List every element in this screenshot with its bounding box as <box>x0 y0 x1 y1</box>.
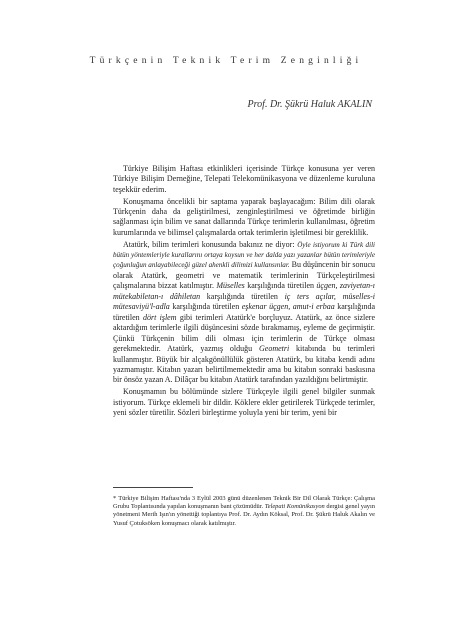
article-body <box>113 164 375 420</box>
p3-text-b: Bu düşüncenin bir sonucu olarak Atatürk, geometri ve matematik terimlerinin Türkçeleştirilmesi çalışmalarına bizzat katılmıştır. <box>113 260 375 291</box>
p3-text-a: Atatürk, bilim terimleri konusunda bakınız ne diyor: <box>123 239 295 249</box>
footnote-mark: * <box>113 495 117 502</box>
footnote-text-b: dergisi genel yayın yönetmeni Merih Işın'ın yönettiği toplantıya Prof. Dr. Aydın Köksal, Prof. Dr. Şükrü Haluk Akalın ve Yusuf Çotuksöken konuşmacı olarak katılmıştır. <box>113 503 375 527</box>
author-name: Prof. Dr. Şükrü Haluk AKALIN <box>247 99 372 110</box>
paragraph-1: Türkiye Bilişim Haftası etkinlikleri içerisinde Türkçe konusuna yer veren Türkiye Bilişim Derneğine, Telepati Telekomünikasyona ve düzenleme kuruluna teşekkür ederim. <box>113 164 375 194</box>
paragraph-3 <box>113 240 375 386</box>
article-title: Türkçenin Teknik Terim Zenginliği <box>89 56 363 66</box>
term-musselles: Müselles <box>216 281 245 291</box>
p3-text-d: karşılığında türetilen <box>206 291 278 301</box>
footnote-divider <box>113 487 193 488</box>
p3-text-c: karşılığında türetilen <box>247 281 315 291</box>
term-ucgen: üçgen, zaviyetan-ı mütekabiletan-ı dâhiletan <box>113 281 375 301</box>
paragraph-2: Konuşmama öncelikli bir saptama yaparak başlayacağım: Bilim dili olarak Türkçenin daha da geliştirilmesi, zenginleştirilmesi ve öğretimde birliğin sağlanması için bilim ve sanat dallarında Türkçe terimlerin kullanılması, öğretim kurumlarında ve bilimsel çalışmalarda ortak terimlerin işletilmesi bir gereklilik. <box>113 196 375 237</box>
footnote-text-a: Türkiye Bilişim Haftası'nda 3 Eylül 2003 günü düzenlenen Teknik Bir Dil Olarak Türkçe: Çalışma Grubu Toplantısında yapılan konuşmanın bant çözümüdür. <box>113 495 375 511</box>
ataturk-quote: Öyle istiyorum ki Türk dili bütün yöntemleriyle kurallarını ortaya koysun ve her dalda yazı yazanlar bütün terimleriyle çoğunluğun anlayabileceği güzel ahenkli dilimizi kullansınlar. <box>113 240 376 270</box>
term-geometri: Geometri <box>258 344 290 354</box>
footnote-magazine: Telepati Komünikasyon <box>264 503 325 511</box>
footnote <box>113 495 375 528</box>
p3-text-f: karşılığında türetilen <box>113 302 376 322</box>
term-ic-ters-acilar: iç ters açılar, müselles-i mütesaviyü'l-adla <box>113 291 376 312</box>
term-eskenar-ucgen: eşkenar üçgen, amut-i erbaa <box>241 302 335 312</box>
p3-text-h: kitabında bu terimleri kullanmıştır. Büyük bir alçakgönüllülük gösteren Atatürk, bu kitaba kendi adını yazmamıştır. Kitabın yazarı belirtilmemektedir ama bu kitabın sonraki baskısına bir önsöz yazan A. Dilâçar bu kitabın Atatürk tarafından yazıldığını belirtmiştir. <box>113 344 376 385</box>
term-dort-islem: dört işlem <box>142 312 177 322</box>
p3-text-g: gibi terimleri Atatürk'e borçluyuz. Atatürk, az önce sizlere aktardığım terimlerle ilgili düşüncesini sözde bırakmamış, eyleme de geçirmiştir. Çünkü Türkçenin bilim dili olması için terimlerin de Türkçe olması gerekmektedir. Atatürk, yazmış olduğu <box>113 312 375 354</box>
paragraph-4: Konuşmamın bu bölümünde sizlere Türkçeyle ilgili genel bilgiler sunmak istiyorum. Türkçe eklemeli bir dildir. Köklere ekler getirilerek Türkçede terimler, yeni sözler türetilir. Sözleri birleştirme yoluyla yeni bir terim, yeni bir <box>113 387 375 417</box>
p3-text-e: karşılığında türetilen <box>172 302 240 312</box>
